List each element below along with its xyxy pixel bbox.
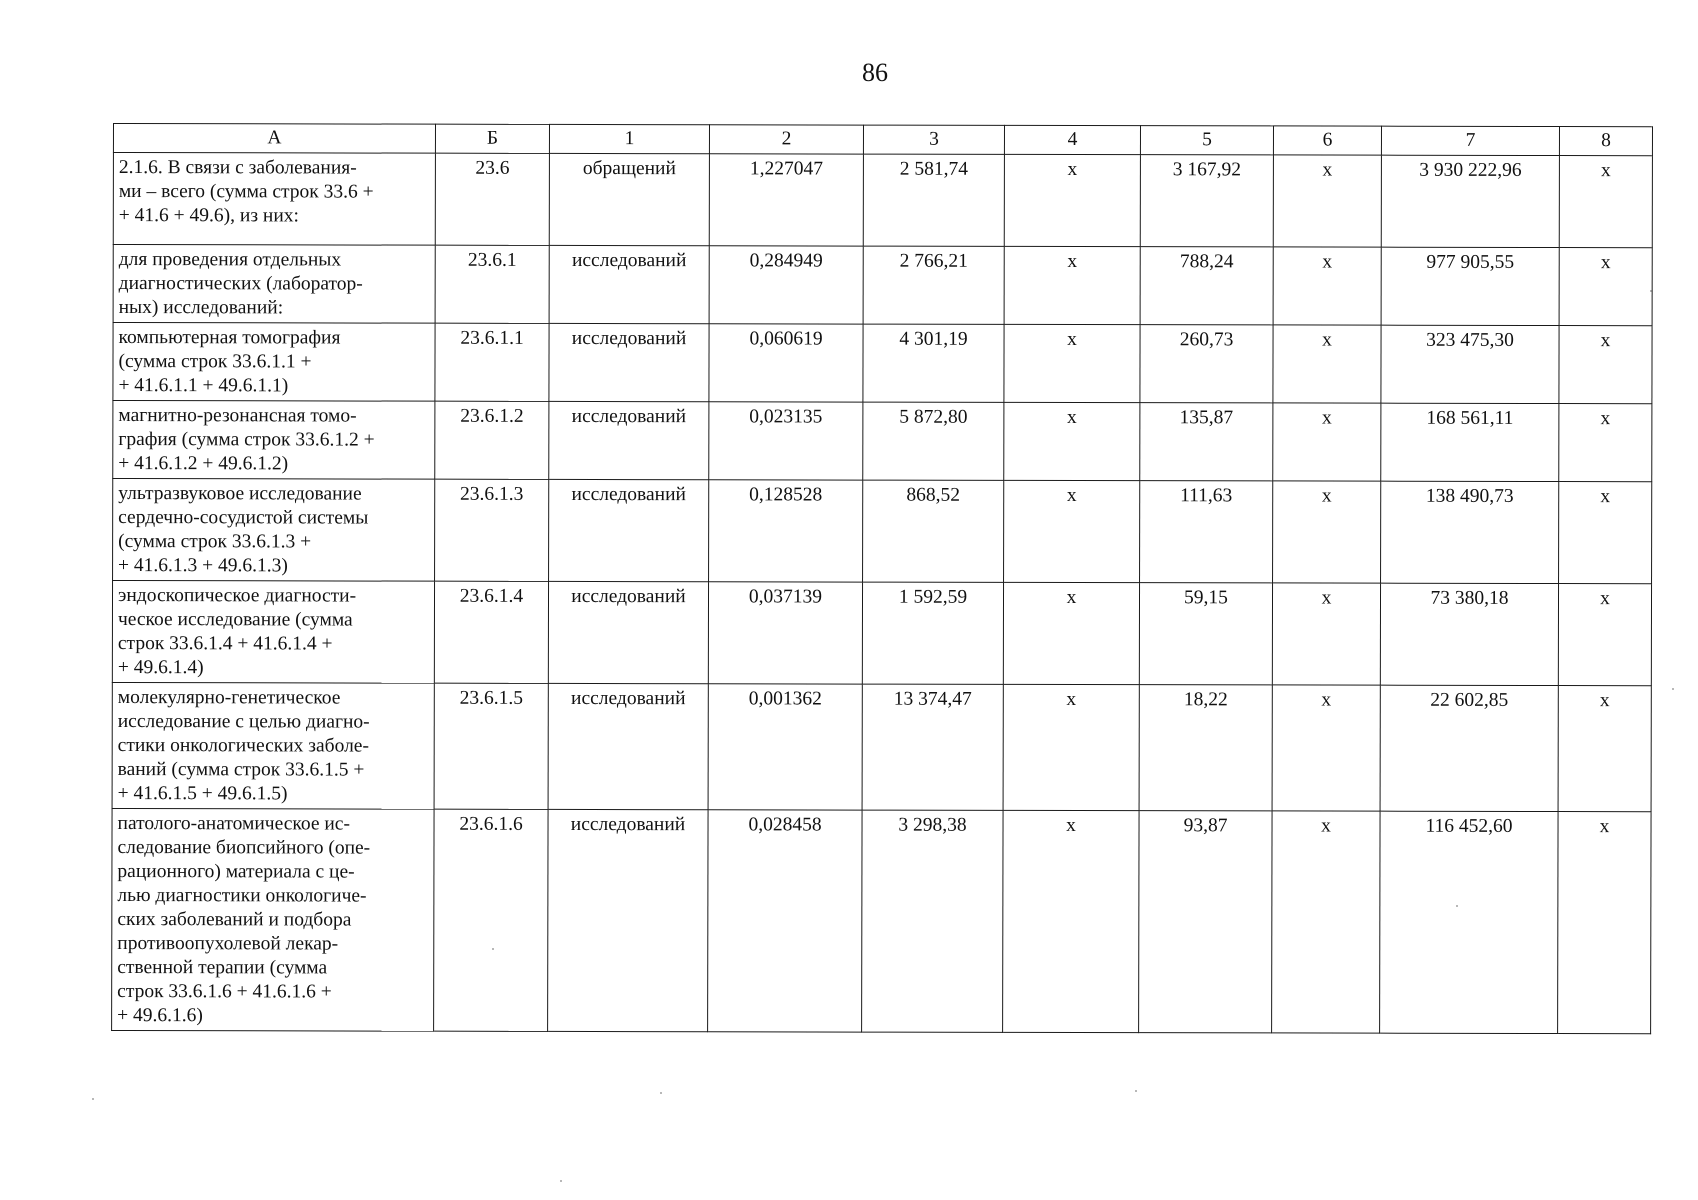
row-col6-cell: х (1273, 247, 1381, 325)
row-col2-cell: 0,028458 (708, 810, 862, 1032)
header-cell-b: Б (435, 124, 549, 153)
row-col8-cell: х (1559, 156, 1652, 248)
table-row (113, 245, 1652, 326)
row-col5-cell: 18,22 (1139, 685, 1272, 811)
row-col4-cell: х (1003, 582, 1139, 684)
row-unit-cell: исследований (549, 245, 709, 323)
row-col7-cell: 73 380,18 (1380, 583, 1558, 685)
row-col3-cell: 13 374,47 (862, 684, 1003, 810)
row-col7-cell: 3 930 222,96 (1381, 155, 1559, 247)
row-col7-cell: 977 905,55 (1381, 247, 1559, 325)
row-col6-cell: х (1273, 325, 1381, 403)
scan-speck (92, 1098, 94, 1100)
row-unit-cell: исследований (549, 479, 709, 581)
row-col5-cell: 788,24 (1140, 247, 1273, 325)
row-col5-cell: 59,15 (1139, 583, 1272, 685)
row-col6-cell: х (1273, 155, 1381, 247)
row-col3-cell: 4 301,19 (863, 324, 1004, 402)
row-name-cell: молекулярно-генетическое исследование с целью диагно- стики онкологических заболе- ваний (сумма строк 33.6.1.5 + + 41.6.1.5 + 49.6.1.5) (112, 682, 434, 809)
row-col2-cell: 0,060619 (709, 324, 863, 402)
row-code-cell: 23.6.1.4 (434, 581, 548, 683)
row-col2-cell: 0,128528 (709, 480, 863, 582)
scan-speck (492, 948, 494, 950)
row-col2-cell: 0,001362 (708, 684, 862, 810)
row-unit-cell: исследований (548, 809, 708, 1031)
row-col7-cell: 116 452,60 (1380, 811, 1558, 1033)
table-row (113, 153, 1652, 248)
row-col4-cell: х (1004, 324, 1140, 402)
row-unit-cell: исследований (549, 401, 709, 479)
row-col8-cell: х (1558, 584, 1651, 686)
row-code-cell: 23.6.1.5 (434, 683, 548, 809)
table-row (112, 581, 1651, 686)
row-col7-cell: 22 602,85 (1380, 685, 1558, 811)
row-col3-cell: 2 581,74 (863, 154, 1004, 246)
scan-speck (1650, 290, 1652, 292)
row-col5-cell: 93,87 (1139, 811, 1272, 1033)
header-cell-4: 4 (1004, 125, 1140, 154)
row-unit-cell: обращений (549, 153, 709, 245)
row-col8-cell: х (1558, 812, 1651, 1034)
row-col2-cell: 0,284949 (709, 246, 863, 324)
header-cell-3: 3 (863, 125, 1004, 154)
row-col8-cell: х (1559, 248, 1652, 326)
row-col7-cell: 168 561,11 (1381, 403, 1559, 481)
row-col4-cell: х (1004, 246, 1140, 324)
row-unit-cell: исследований (549, 323, 709, 401)
row-name-cell: эндоскопическое диагности- ческое исследование (сумма строк 33.6.1.4 + 41.6.1.4 + + 49.6.1.4) (112, 581, 434, 684)
row-name-cell: компьютерная томография (сумма строк 33.6.1.1 + + 41.6.1.1 + 49.6.1.1) (113, 323, 435, 402)
row-col8-cell: х (1558, 686, 1651, 812)
row-col4-cell: х (1003, 684, 1139, 810)
row-name-cell: магнитно-резонансная томо- графия (сумма строк 33.6.1.2 + + 41.6.1.2 + 49.6.1.2) (113, 401, 435, 480)
table-row (112, 682, 1651, 811)
row-col4-cell: х (1004, 480, 1140, 582)
page-number: 86 (862, 58, 888, 87)
header-cell-7: 7 (1381, 126, 1559, 155)
row-name-cell: 2.1.6. В связи с заболевания- ми – всего (сумма строк 33.6 + + 41.6 + 49.6), из них: (113, 153, 435, 246)
header-cell-6: 6 (1273, 126, 1381, 155)
row-code-cell: 23.6.1.1 (435, 323, 549, 401)
row-col8-cell: х (1559, 326, 1652, 404)
table-row (112, 808, 1651, 1033)
header-cell-a: А (113, 124, 435, 154)
table-header-row (113, 124, 1652, 156)
row-col6-cell: х (1272, 583, 1380, 685)
header-cell-1: 1 (549, 124, 709, 153)
row-col8-cell: х (1559, 404, 1652, 482)
row-code-cell: 23.6 (435, 153, 549, 245)
row-col5-cell: 260,73 (1140, 325, 1273, 403)
row-col2-cell: 0,037139 (708, 582, 862, 684)
scan-speck (560, 1180, 562, 1182)
row-col3-cell: 1 592,59 (862, 582, 1003, 684)
row-col6-cell: х (1273, 481, 1381, 583)
header-cell-8: 8 (1559, 127, 1652, 156)
table-row (113, 479, 1652, 584)
row-col7-cell: 323 475,30 (1381, 325, 1559, 403)
row-col6-cell: х (1272, 811, 1380, 1033)
row-col4-cell: х (1004, 402, 1140, 480)
header-cell-5: 5 (1140, 126, 1273, 155)
row-col5-cell: 111,63 (1140, 481, 1273, 583)
row-col6-cell: х (1273, 403, 1381, 481)
table-row (113, 323, 1652, 404)
scan-speck (1456, 905, 1458, 907)
row-unit-cell: исследований (548, 683, 708, 809)
row-code-cell: 23.6.1.3 (435, 479, 549, 581)
row-col8-cell: х (1559, 482, 1652, 584)
row-col4-cell: х (1004, 154, 1140, 246)
row-code-cell: 23.6.1.6 (434, 809, 548, 1031)
row-name-cell: ультразвуковое исследование сердечно-сосудистой системы (сумма строк 33.6.1.3 + + 41.6.1.3 + 49.6.1.3) (113, 479, 435, 582)
row-col5-cell: 135,87 (1140, 403, 1273, 481)
row-col4-cell: х (1003, 810, 1139, 1032)
row-col3-cell: 5 872,80 (863, 402, 1004, 480)
row-code-cell: 23.6.1.2 (435, 401, 549, 479)
scan-speck (1672, 688, 1674, 690)
row-name-cell: для проведения отдельных диагностических (лаборатор- ных) исследований: (113, 245, 435, 324)
row-col2-cell: 0,023135 (709, 402, 863, 480)
row-col7-cell: 138 490,73 (1381, 481, 1559, 583)
row-col3-cell: 3 298,38 (862, 810, 1003, 1032)
data-table (111, 123, 1653, 1034)
row-name-cell: патолого-анатомическое ис- следование биопсийного (опе- рационного) материала с це- лью диагностики онкологиче- ских заболеваний и подбора противоопухолевой лекар- ственной терапии (сумма строк 33.6.1.6 + 41.6.1.6 + + 49.6.1.6) (112, 808, 434, 1031)
row-col3-cell: 2 766,21 (863, 246, 1004, 324)
row-col5-cell: 3 167,92 (1140, 155, 1273, 247)
scan-speck (1135, 1090, 1137, 1092)
scan-speck (660, 1092, 662, 1094)
row-col6-cell: х (1272, 685, 1380, 811)
row-col3-cell: 868,52 (863, 480, 1004, 582)
row-col2-cell: 1,227047 (709, 154, 863, 246)
row-code-cell: 23.6.1 (435, 245, 549, 323)
header-cell-2: 2 (709, 125, 863, 154)
table-row (113, 401, 1652, 482)
row-unit-cell: исследований (548, 581, 708, 683)
